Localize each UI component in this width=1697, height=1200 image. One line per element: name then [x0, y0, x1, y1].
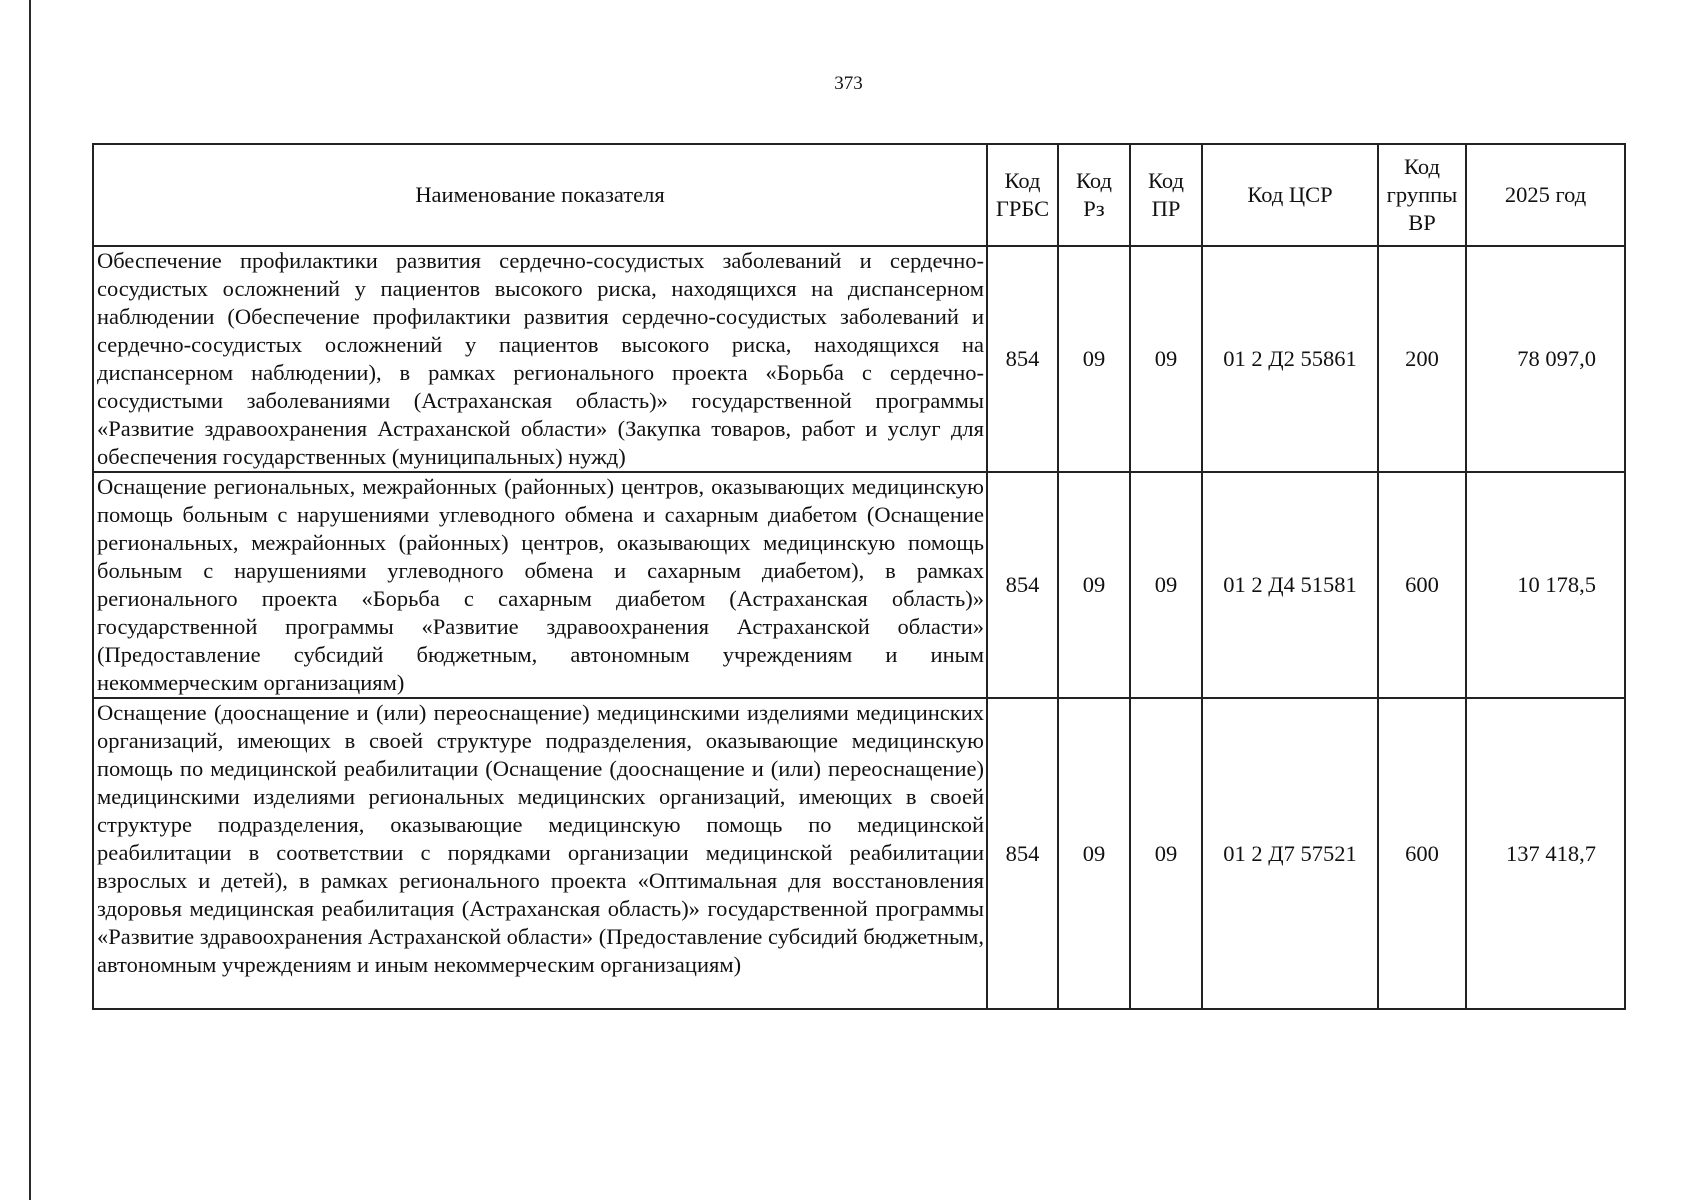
indicator-name-cell: Оснащение (дооснащение и (или) переоснащение) медицинскими изделиями медицинских организаций, имеющих в своей структуре подразделения, оказывающие медицинскую помощь по медицинской реабилитации (Оснащение (дооснащение и (или) переоснащение) медицинскими изделиями региональных медицинских организаций, имеющих в своей структуре подразделения, оказывающие медицинскую помощь по медицинской реабилитации в соответствии с порядками организации медицинской реабилитации взрослых и детей), в рамках регионального проекта «Оптимальная для восстановления здоровья медицинская реабилитация (Астраханская область)» государственной программы «Развитие здравоохранения Астраханской области» (Предоставление субсидий бюджетным, автономным учреждениям и иным некоммерческим организациям)	[93, 698, 987, 1009]
csr-code-cell: 01 2 Д7 57521	[1202, 698, 1378, 1009]
pr-code-cell: 09	[1130, 472, 1202, 698]
table-row	[93, 698, 1625, 1009]
header-vr-code-line3: ВР	[1408, 210, 1436, 235]
pr-code-cell: 09	[1130, 698, 1202, 1009]
header-rz-code-line1: Код	[1076, 168, 1112, 193]
header-indicator-name: Наименование показателя	[93, 144, 987, 246]
header-csr-code: Код ЦСР	[1202, 144, 1378, 246]
header-grbs-code-line1: Код	[1004, 168, 1041, 193]
vr-code-cell: 600	[1378, 698, 1466, 1009]
rz-code-cell: 09	[1058, 698, 1130, 1009]
grbs-code-cell: 854	[987, 246, 1058, 472]
rz-code-cell: 09	[1058, 472, 1130, 698]
amount-2025-cell: 10 178,5	[1466, 472, 1625, 698]
indicator-name-cell: Оснащение региональных, межрайонных (районных) центров, оказывающих медицинскую помощь больным с нарушениями углеводного обмена и сахарным диабетом (Оснащение региональных, межрайонных (районных) центров, оказывающих медицинскую помощь больным с нарушениями углеводного обмена и сахарным диабетом), в рамках регионального проекта «Борьба с сахарным диабетом (Астраханская область)» государственной программы «Развитие здравоохранения Астраханской области» (Предоставление субсидий бюджетным, автономным учреждениям и иным некоммерческим организациям)	[93, 472, 987, 698]
amount-2025-cell: 137 418,7	[1466, 698, 1625, 1009]
header-pr-code-line2: ПР	[1151, 196, 1181, 221]
csr-code-cell: 01 2 Д2 55861	[1202, 246, 1378, 472]
indicator-name-cell: Обеспечение профилактики развития сердечно-сосудистых заболеваний и сердечно-сосудистых осложнений у пациентов высокого риска, находящихся на диспансерном наблюдении (Обеспечение профилактики развития сердечно-сосудистых заболеваний и сердечно-сосудистых осложнений у пациентов высокого риска, находящихся на диспансерном наблюдении), в рамках регионального проекта «Борьба с сердечно-сосудистыми заболеваниями (Астраханская область)» государственной программы «Развитие здравоохранения Астраханской области» (Закупка товаров, работ и услуг для обеспечения государственных (муниципальных) нужд)	[93, 246, 987, 472]
table-header-row	[93, 144, 1625, 246]
header-grbs-code-line2: ГРБС	[995, 196, 1050, 221]
csr-code-cell: 01 2 Д4 51581	[1202, 472, 1378, 698]
pr-code-cell: 09	[1130, 246, 1202, 472]
header-year-2025: 2025 год	[1466, 144, 1625, 246]
page-margin-line	[29, 0, 31, 1200]
header-rz-code-line2: Рз	[1083, 196, 1105, 221]
vr-code-cell: 600	[1378, 472, 1466, 698]
page-number: 373	[834, 73, 863, 94]
vr-code-cell: 200	[1378, 246, 1466, 472]
header-vr-code-line1: Код	[1404, 154, 1440, 179]
header-grbs-code	[987, 144, 1058, 246]
header-pr-code-line1: Код	[1148, 168, 1184, 193]
header-vr-group-code	[1378, 144, 1466, 246]
header-rz-code	[1058, 144, 1130, 246]
table-row	[93, 472, 1625, 698]
header-vr-code-line2: группы	[1386, 182, 1458, 207]
amount-2025-cell: 78 097,0	[1466, 246, 1625, 472]
grbs-code-cell: 854	[987, 472, 1058, 698]
grbs-code-cell: 854	[987, 698, 1058, 1009]
rz-code-cell: 09	[1058, 246, 1130, 472]
header-pr-code	[1130, 144, 1202, 246]
budget-table	[92, 143, 1626, 1010]
table-row	[93, 246, 1625, 472]
